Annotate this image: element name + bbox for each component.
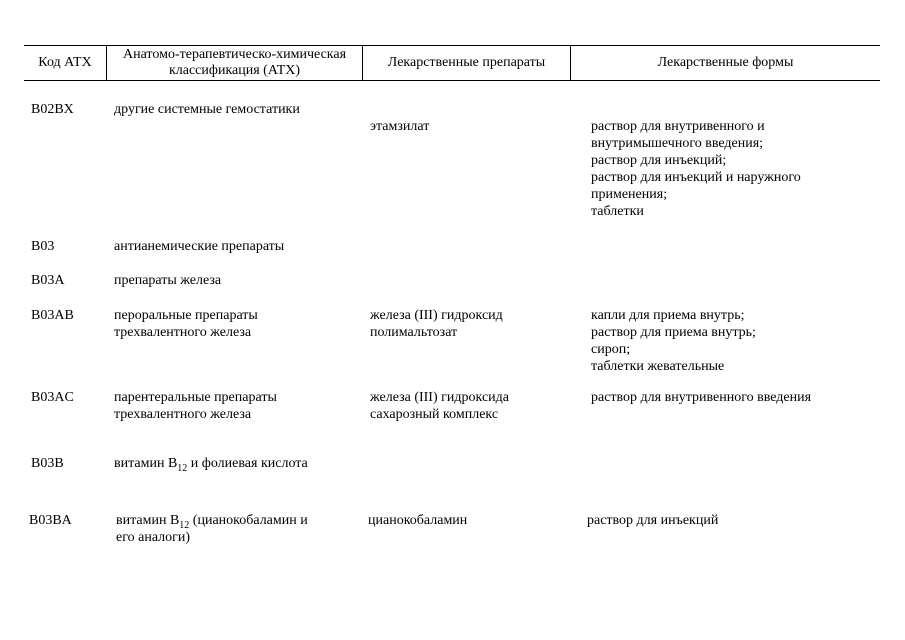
row-code: B03AB bbox=[31, 308, 74, 323]
row-code: B02BX bbox=[31, 102, 74, 117]
row-drug: этамзилат bbox=[370, 119, 430, 134]
row-forms: капли для приема внутрь; раствор для приема внутрь; сироп; таблетки жевательные bbox=[591, 308, 756, 374]
row-classification: пероральные препараты трехвалентного железа bbox=[114, 308, 258, 340]
subscript-12: 12 bbox=[177, 462, 188, 474]
row-code: B03A bbox=[31, 273, 65, 288]
row-classification: другие системные гемостатики bbox=[114, 102, 300, 117]
classification-text: витамин B bbox=[116, 513, 180, 528]
classification-text: и фолиевая кислота bbox=[187, 456, 308, 471]
row-drug: цианокобаламин bbox=[368, 513, 468, 528]
row-classification bbox=[116, 512, 308, 546]
table-header-rule bbox=[24, 80, 880, 81]
row-drug: железа (III) гидроксид полимальтозат bbox=[370, 308, 503, 340]
row-classification: препараты железа bbox=[114, 273, 222, 288]
row-classification: парентеральные препараты трехвалентного железа bbox=[114, 390, 277, 422]
row-code: B03AC bbox=[31, 390, 74, 405]
header-code: Код АТХ bbox=[38, 55, 92, 70]
row-classification: антианемические препараты bbox=[114, 239, 285, 254]
row-forms: раствор для внутривенного введения bbox=[591, 390, 812, 405]
header-classification: Анатомо-терапевтическо-химическая классификация (АТХ) bbox=[106, 46, 362, 80]
row-code: B03BA bbox=[29, 513, 72, 528]
header-forms: Лекарственные формы bbox=[570, 46, 880, 80]
row-classification bbox=[114, 455, 308, 472]
row-forms: раствор для инъекций bbox=[587, 513, 719, 528]
row-code: B03B bbox=[31, 456, 64, 471]
subscript-12: 12 bbox=[179, 519, 190, 531]
row-drug: железа (III) гидроксида сахарозный комплекс bbox=[370, 390, 509, 422]
classification-text: витамин B bbox=[114, 456, 178, 471]
row-code: B03 bbox=[31, 239, 55, 254]
header-drugs: Лекарственные препараты bbox=[362, 46, 570, 80]
classification-text: (цианокобаламин и его аналоги) bbox=[116, 513, 308, 545]
row-forms: раствор для внутривенного и внутримышечного введения; раствор для инъекций; раствор для инъекций и наружного применения; таблетки bbox=[591, 119, 801, 219]
